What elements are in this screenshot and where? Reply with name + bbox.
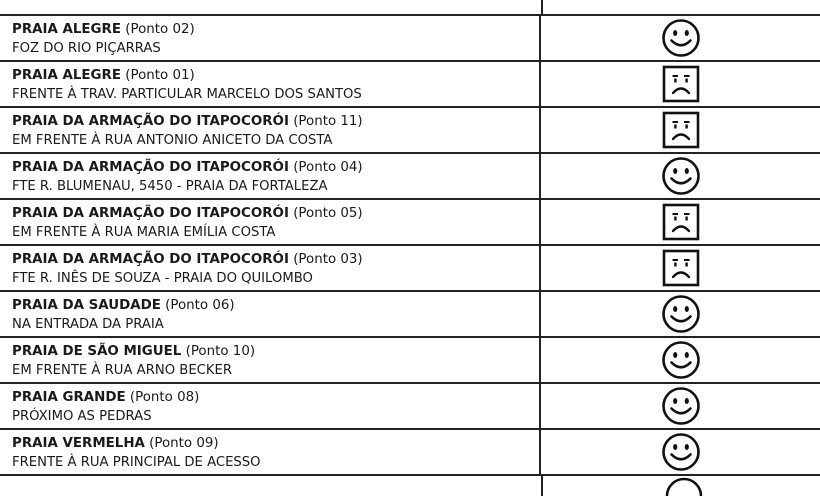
beach-title [12, 251, 539, 269]
table-row [0, 246, 820, 292]
location-description: FTE R. BLUMENAU, 5450 - PRAIA DA FORTALEZA [12, 179, 328, 194]
location-cell [0, 154, 541, 198]
ponto-label: (Ponto 04) [293, 160, 363, 175]
table-row [0, 62, 820, 108]
status-cell [541, 384, 820, 428]
smiley-icon [661, 340, 701, 380]
ponto-label: (Ponto 09) [149, 436, 219, 451]
location-cell [0, 292, 541, 336]
location-description: FRENTE À TRAV. PARTICULAR MARCELO DOS SANTOS [12, 87, 362, 102]
ponto-label: (Ponto 06) [165, 298, 235, 313]
ponto-label: (Ponto 08) [129, 390, 200, 405]
location-description: EM FRENTE À RUA ANTONIO ANICETO DA COSTA [12, 133, 333, 148]
table-top-strip [0, 0, 820, 16]
ponto-label: (Ponto 02) [125, 22, 195, 37]
beach-name: PRAIA DA SAUDADE [12, 298, 161, 313]
table-body [0, 16, 820, 476]
frown-icon [661, 248, 701, 288]
table-row [0, 108, 820, 154]
table-row [0, 154, 820, 200]
location-cell [0, 16, 541, 60]
status-cell [541, 154, 820, 198]
status-cell [541, 430, 820, 474]
status-cell [541, 108, 820, 152]
beach-name: PRAIA DA ARMAÇÃO DO ITAPOCORÓI [12, 206, 289, 221]
table-row [0, 292, 820, 338]
location-description: PRÓXIMO AS PEDRAS [12, 409, 152, 424]
beach-title [12, 389, 539, 407]
location-cell [0, 338, 541, 382]
status-cell [541, 246, 820, 290]
status-cell [541, 62, 820, 106]
table-row [0, 16, 820, 62]
smiley-icon [661, 294, 701, 334]
beach-name: PRAIA VERMELHA [12, 436, 145, 451]
status-cell [541, 338, 820, 382]
frown-icon [661, 202, 701, 242]
status-cell [541, 200, 820, 244]
smiley-icon [661, 432, 701, 472]
beach-title [12, 435, 539, 453]
beach-title [12, 205, 539, 223]
location-description: FRENTE À RUA PRINCIPAL DE ACESSO [12, 455, 261, 470]
beach-name: PRAIA DA ARMAÇÃO DO ITAPOCORÓI [12, 252, 289, 267]
smiley-icon [661, 386, 701, 426]
smiley-icon [661, 18, 701, 58]
smiley-icon [661, 156, 701, 196]
table-row [0, 430, 820, 476]
table-row [0, 338, 820, 384]
beach-name: PRAIA GRANDE [12, 390, 126, 405]
beach-title [12, 113, 539, 131]
beach-title [12, 159, 539, 177]
beach-name: PRAIA ALEGRE [12, 22, 121, 37]
location-description: EM FRENTE À RUA ARNO BECKER [12, 363, 233, 378]
status-cell [541, 292, 820, 336]
location-description: FOZ DO RIO PIÇARRAS [12, 41, 161, 56]
ponto-label: (Ponto 03) [293, 252, 363, 267]
location-cell [0, 246, 541, 290]
ponto-label: (Ponto 11) [293, 114, 363, 129]
frown-icon [661, 110, 701, 150]
location-cell [0, 62, 541, 106]
beach-title [12, 21, 539, 39]
frown-icon [661, 64, 701, 104]
beach-title [12, 67, 539, 85]
table-bottom-strip [0, 476, 820, 496]
beach-title [12, 343, 539, 361]
location-description: EM FRENTE À RUA MARIA EMÍLIA COSTA [12, 225, 276, 240]
table-row [0, 200, 820, 246]
smiley-icon [664, 476, 704, 496]
location-cell [0, 384, 541, 428]
ponto-label: (Ponto 01) [125, 68, 195, 83]
location-description: FTE R. INÊS DE SOUZA - PRAIA DO QUILOMBO [12, 271, 313, 286]
location-cell [0, 200, 541, 244]
beach-name: PRAIA DA ARMAÇÃO DO ITAPOCORÓI [12, 114, 289, 129]
location-cell [0, 108, 541, 152]
location-cell [0, 430, 541, 474]
beach-name: PRAIA ALEGRE [12, 68, 121, 83]
beach-name: PRAIA DE SÃO MIGUEL [12, 344, 182, 359]
ponto-label: (Ponto 05) [293, 206, 363, 221]
beach-title [12, 297, 539, 315]
status-cell [541, 16, 820, 60]
ponto-label: (Ponto 10) [185, 344, 256, 359]
beach-name: PRAIA DA ARMAÇÃO DO ITAPOCORÓI [12, 160, 289, 175]
table-row [0, 384, 820, 430]
location-description: NA ENTRADA DA PRAIA [12, 317, 164, 332]
